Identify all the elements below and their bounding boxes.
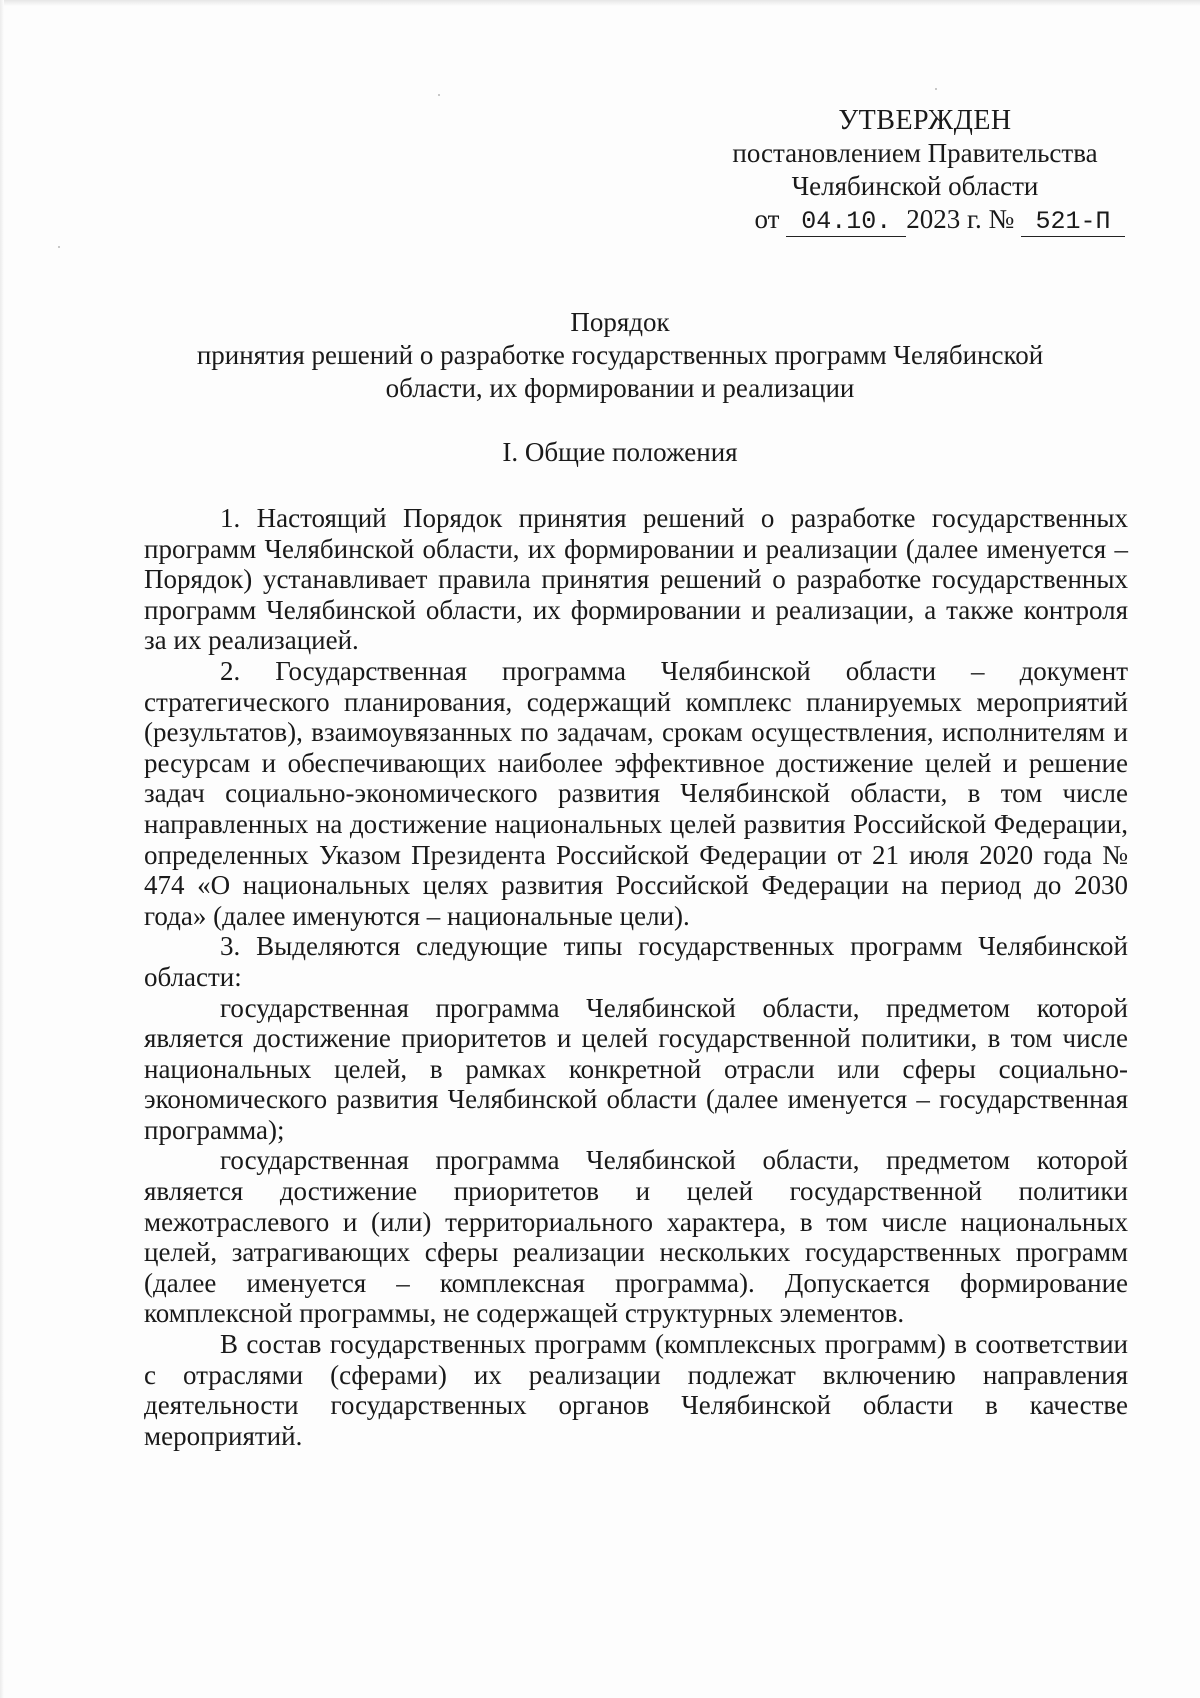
paragraph-6: В состав государственных программ (комплексных программ) в соответствии с отраслями (сферами) их реализации подлежат включению направления деятельности государственных органов Челябинской области в качестве мероприятий. bbox=[144, 1329, 1128, 1451]
paragraph-1: 1. Настоящий Порядок принятия решений о разработке государственных программ Челябинской области, их формировании и реализации (далее именуется – Порядок) устанавливает правила принятия решений о разработке государственных программ Челябинской области, их формировании и реализации, а также контроля за их реализацией. bbox=[144, 503, 1128, 656]
title-line-1: Порядок bbox=[570, 307, 670, 337]
section-heading: I. Общие положения bbox=[502, 437, 738, 467]
approval-date-line bbox=[700, 203, 1130, 237]
approval-line-2: Челябинской области bbox=[791, 171, 1039, 201]
paragraph-3: 3. Выделяются следующие типы государственных программ Челябинской области: bbox=[144, 931, 1128, 992]
approval-stamp-block bbox=[700, 104, 1130, 237]
title-line-2: принятия решений о разработке государственных программ Челябинской bbox=[196, 340, 1044, 370]
title-line-3: области, их формировании и реализации bbox=[385, 373, 855, 403]
approval-date-field: 04.10. bbox=[786, 208, 906, 237]
document-body bbox=[144, 503, 1128, 1451]
paragraph-4: государственная программа Челябинской области, предметом которой является достижение приоритетов и целей государственной политики, в том числе национальных целей, в рамках конкретной отрасли или сферы социально-экономического развития Челябинской области (далее именуется – государственная программа); bbox=[144, 992, 1128, 1145]
paragraph-2: 2. Государственная программа Челябинской области – документ стратегического планирования, содержащий комплекс планируемых мероприятий (результатов), взаимоувязанных по задачам, срокам осуществления, исполнителям и ресурсам и обеспечивающих наиболее эффективное достижение целей и решение задач социально-экономического развития Челябинской области, в том числе направленных на достижение национальных целей развития Российской Федерации, определенных Указом Президента Российской Федерации от 21 июля 2020 года № 474 «О национальных целях развития Российской Федерации на период до 2030 года» (далее именуются – национальные цели). bbox=[144, 655, 1128, 931]
scan-speck bbox=[438, 94, 440, 96]
approval-number-field: 521-П bbox=[1021, 208, 1125, 237]
scan-edge-top bbox=[0, 0, 1200, 6]
approval-line-1: постановлением Правительства bbox=[732, 138, 1098, 168]
scan-edge-left bbox=[0, 0, 4, 1698]
approval-title: УТВЕРЖДЕН bbox=[838, 105, 1012, 136]
date-prefix: от bbox=[754, 204, 780, 234]
scan-speck bbox=[58, 246, 60, 248]
scan-speck bbox=[935, 88, 937, 90]
document-title bbox=[120, 306, 1120, 405]
paragraph-5: государственная программа Челябинской области, предметом которой является достижение приоритетов и целей государственной политики межотраслевого и (или) территориального характера, в том числе национальных целей, затрагивающих сферы реализации нескольких государственных программ (далее именуется – комплексная программа). Допускается формирование комплексной программы, не содержащей структурных элементов. bbox=[144, 1145, 1128, 1329]
approval-year-text: 2023 г. № bbox=[906, 204, 1015, 234]
